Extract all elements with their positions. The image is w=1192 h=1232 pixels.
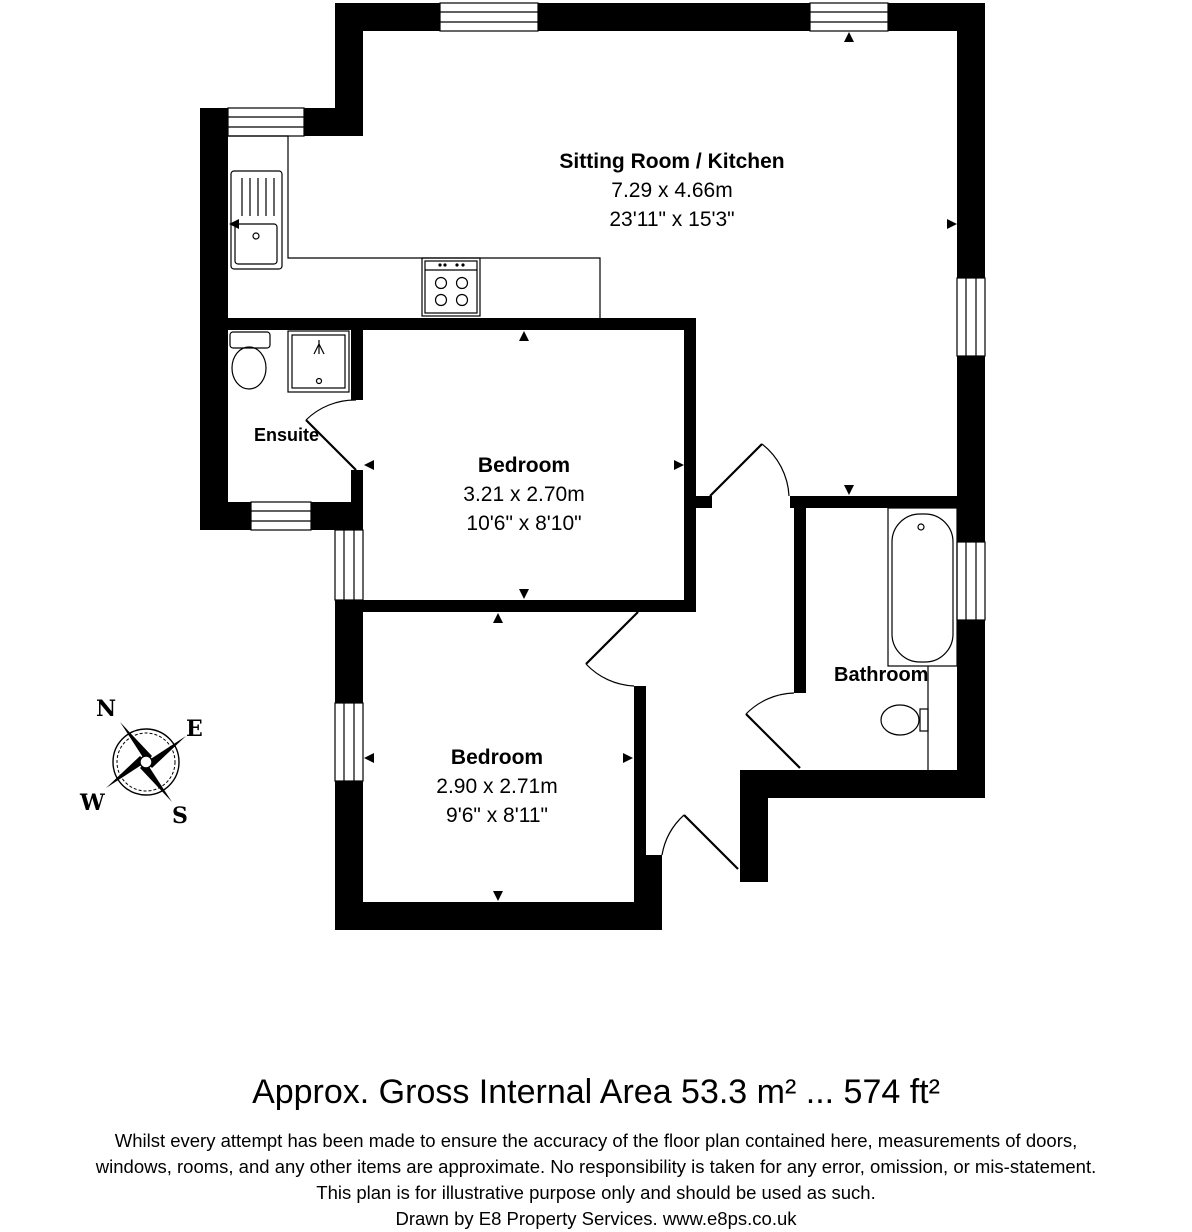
credit-line: Drawn by E8 Property Services. www.e8ps.co.uk <box>395 1208 797 1229</box>
room-imperial: 9'6" x 8'11" <box>446 804 548 827</box>
room-label-sitting-kitchen <box>559 147 784 234</box>
compass-south-label: S <box>172 803 188 829</box>
compass-icon <box>79 696 203 829</box>
disclaimer-line: This plan is for illustrative purpose only and should be used as such. <box>316 1182 876 1203</box>
compass-north-label: N <box>96 696 117 722</box>
room-label-bedroom-1 <box>463 451 584 538</box>
room-name: Sitting Room / Kitchen <box>559 150 785 173</box>
disclaimer <box>0 1128 1192 1232</box>
room-label-ensuite: Ensuite <box>254 425 320 445</box>
room-metric: 2.90 x 2.71m <box>436 775 558 798</box>
gross-internal-area: Approx. Gross Internal Area 53.3 m² ... 574 ft² <box>252 1073 940 1111</box>
disclaimer-line: windows, rooms, and any other items are approximate. No responsibility is taken for any error, omission, or mis-statement. <box>95 1156 1097 1177</box>
compass-west-label: W <box>80 790 105 816</box>
room-metric: 3.21 x 2.70m <box>463 483 585 506</box>
room-name: Bedroom <box>450 746 544 769</box>
walls <box>200 3 985 930</box>
kitchen-counter <box>228 136 600 318</box>
room-metric: 7.29 x 4.66m <box>611 179 733 202</box>
ensuite-fixtures <box>230 331 349 392</box>
room-label-bathroom: Bathroom <box>834 664 929 686</box>
room-imperial: 23'11" x 15'3" <box>609 208 735 231</box>
room-label-bedroom-2 <box>436 743 557 830</box>
bathroom-fixtures <box>881 508 957 770</box>
disclaimer-line: Whilst every attempt has been made to ensure the accuracy of the floor plan contained here, measurements of doors, <box>114 1130 1078 1151</box>
compass-east-label: E <box>186 716 203 742</box>
room-name: Bedroom <box>477 454 571 477</box>
hob-knobs <box>438 263 464 266</box>
room-imperial: 10'6" x 8'10" <box>466 512 582 535</box>
